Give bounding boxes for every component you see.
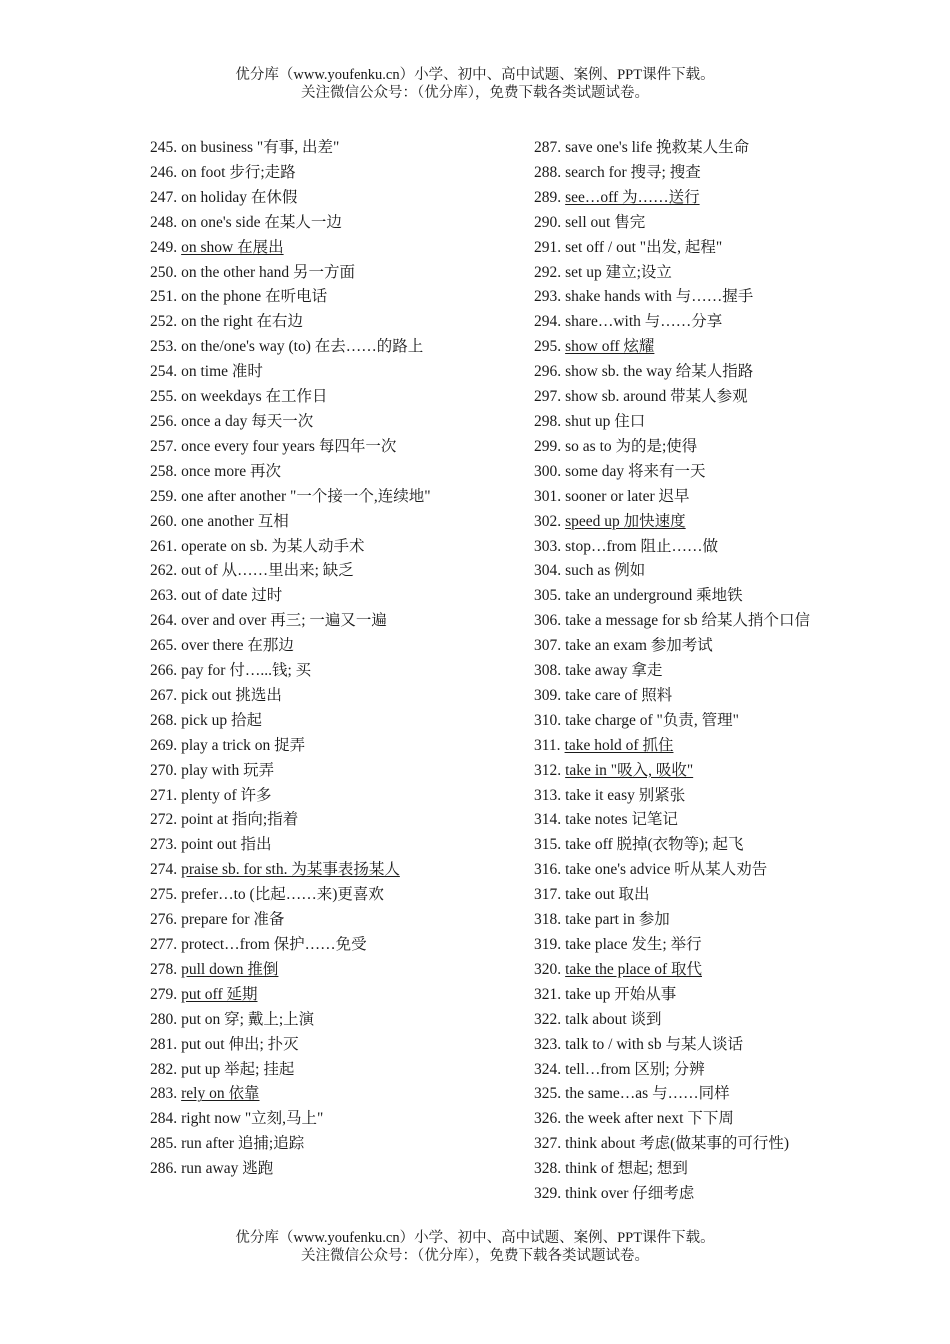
phrase-text: take place 发生; 举行 (565, 936, 702, 953)
phrase-number: 283. (150, 1085, 178, 1103)
phrase-text: shut up 住口 (565, 412, 646, 430)
phrase-number: 280. (150, 1010, 178, 1028)
phrase-number: 301. (534, 487, 562, 505)
phrase-number: 310. (534, 711, 562, 729)
phrase-number: 295. (534, 338, 562, 356)
phrase-text: put up 举起; 挂起 (181, 1060, 295, 1078)
phrase-text: put out 伸出; 扑灭 (181, 1035, 299, 1053)
phrase-number: 272. (150, 811, 178, 829)
phrase-number: 248. (150, 213, 178, 231)
phrase-item (150, 510, 455, 535)
phrase-number: 245. (150, 139, 178, 156)
phrase-number: 252. (150, 313, 178, 331)
phrase-text: on foot 步行;走路 (181, 163, 296, 181)
phrase-text: on the other hand 另一方面 (181, 263, 356, 281)
phrase-text: point at 指向;指着 (181, 811, 299, 829)
phrase-text: once a day 每天一次 (181, 412, 314, 430)
phrase-text: take a message for sb 给某人捎个口信 (565, 612, 811, 630)
phrase-item (150, 808, 455, 833)
phrase-item (534, 983, 844, 1008)
phrase-text: take off 脱掉(衣物等); 起飞 (565, 836, 744, 854)
phrase-text: sooner or later 迟早 (565, 487, 690, 505)
phrase-number: 269. (150, 736, 178, 754)
phrase-item (534, 1157, 844, 1182)
phrase-text: save one's life 挽救某人生命 (565, 139, 750, 156)
phrase-item (534, 360, 844, 385)
phrase-text: prepare for 准备 (181, 911, 285, 929)
header-line-2: 关注微信公众号：（优分库），免费下载各类试题试卷。 (301, 85, 649, 101)
phrase-item (534, 410, 844, 435)
phrase-text: speed up 加快速度 (565, 512, 686, 530)
phrase-text: over there 在那边 (181, 637, 294, 655)
phrase-number: 327. (534, 1135, 562, 1153)
phrase-text: so as to 为的是;使得 (565, 437, 698, 455)
phrase-number: 303. (534, 537, 562, 555)
header-line-1: 优分库（www.youfenku.cn）小学、初中、高中试题、案例、PPT课件下载。 (235, 67, 715, 83)
phrase-number: 250. (150, 263, 178, 281)
phrase-text: the week after next 下下周 (565, 1110, 734, 1128)
phrase-text: point out 指出 (181, 836, 272, 854)
phrase-number: 247. (150, 188, 178, 206)
phrase-number: 270. (150, 761, 178, 779)
phrase-item (150, 784, 455, 809)
phrase-text: on the right 在右边 (181, 313, 303, 331)
phrase-number: 261. (150, 537, 178, 555)
phrase-number: 262. (150, 562, 178, 580)
phrase-text: one after another "一个接一个,连续地" (181, 487, 431, 505)
phrase-text: on business "有事, 出差" (181, 139, 340, 156)
phrase-number: 304. (534, 562, 562, 580)
phrase-item (150, 385, 455, 410)
phrase-text: plenty of 许多 (181, 786, 272, 804)
phrase-number: 267. (150, 686, 178, 704)
phrase-item (534, 833, 844, 858)
phrase-text: rely on 依靠 (181, 1085, 260, 1103)
phrase-number: 328. (534, 1160, 562, 1178)
phrase-text: once every four years 每四年一次 (181, 437, 397, 455)
phrase-number: 251. (150, 288, 178, 306)
phrase-number: 266. (150, 662, 178, 680)
phrase-text: pull down 推倒 (181, 960, 279, 978)
phrase-text: sell out 售完 (565, 213, 646, 231)
phrase-number: 253. (150, 338, 178, 356)
phrase-text: show sb. the way 给某人指路 (565, 363, 754, 381)
phrase-number: 305. (534, 587, 562, 605)
phrase-item (534, 186, 844, 211)
page-header (0, 66, 950, 102)
phrase-text: right now "立刻,马上" (181, 1110, 324, 1128)
phrase-item (150, 211, 455, 236)
phrase-text: on time 准时 (181, 363, 263, 381)
phrase-text: take the place of 取代 (565, 960, 702, 978)
phrase-item (150, 236, 455, 261)
phrase-number: 294. (534, 313, 562, 331)
phrase-text: once more 再次 (181, 462, 281, 480)
phrase-text: show off 炫耀 (565, 338, 655, 356)
phrase-text: talk to / with sb 与某人谈话 (565, 1035, 743, 1053)
phrase-text: put off 延期 (181, 985, 258, 1003)
phrase-number: 323. (534, 1035, 562, 1053)
phrase-number: 285. (150, 1135, 178, 1153)
phrase-item (150, 460, 455, 485)
phrase-number: 308. (534, 662, 562, 680)
phrase-item (534, 759, 844, 784)
phrase-text: set off / out "出发, 起程" (565, 238, 723, 256)
phrase-item (534, 883, 844, 908)
phrase-number: 255. (150, 388, 178, 406)
phrase-item (534, 161, 844, 186)
phrase-item (534, 136, 844, 161)
phrase-number: 279. (150, 985, 178, 1003)
phrase-item (150, 435, 455, 460)
phrase-text: think about 考虑(做某事的可行性) (565, 1135, 789, 1153)
phrase-text: set up 建立;设立 (565, 263, 672, 281)
phrase-text: take away 拿走 (565, 662, 663, 680)
phrase-item (150, 958, 455, 983)
phrase-number: 315. (534, 836, 562, 854)
phrase-number: 288. (534, 163, 562, 181)
phrase-item (150, 1157, 455, 1182)
phrase-number: 293. (534, 288, 562, 306)
phrase-item (150, 285, 455, 310)
phrase-number: 306. (534, 612, 562, 630)
phrase-text: play a trick on 捉弄 (181, 736, 306, 754)
page-footer (0, 1229, 950, 1265)
phrase-number: 256. (150, 412, 178, 430)
phrase-text: pick out 挑选出 (181, 686, 282, 704)
phrase-number: 275. (150, 886, 178, 904)
phrase-item (150, 1082, 455, 1107)
phrase-text: on holiday 在休假 (181, 188, 298, 206)
phrase-number: 318. (534, 911, 562, 929)
phrase-number: 321. (534, 985, 562, 1003)
phrase-item (150, 883, 455, 908)
phrase-number: 271. (150, 786, 178, 804)
phrase-item (534, 1132, 844, 1157)
phrase-item (534, 310, 844, 335)
phrase-item (534, 285, 844, 310)
phrase-number: 292. (534, 263, 562, 281)
phrase-number: 299. (534, 437, 562, 455)
phrase-number: 289. (534, 188, 562, 206)
phrase-text: put on 穿; 戴上;上演 (181, 1010, 315, 1028)
phrase-item (150, 933, 455, 958)
phrase-item (534, 1107, 844, 1132)
phrase-text: pay for 付…...钱; 买 (181, 662, 312, 680)
phrase-number: 264. (150, 612, 178, 630)
phrase-number: 302. (534, 512, 562, 530)
phrase-number: 309. (534, 686, 562, 704)
phrase-item (534, 908, 844, 933)
phrase-number: 325. (534, 1085, 562, 1103)
phrase-text: share…with 与……分享 (565, 313, 723, 331)
phrase-item (150, 310, 455, 335)
phrase-item (534, 335, 844, 360)
phrase-text: think over 仔细考虑 (565, 1185, 695, 1203)
phrase-item (534, 659, 844, 684)
phrase-item (150, 659, 455, 684)
phrase-number: 246. (150, 163, 178, 181)
phrase-item (534, 1082, 844, 1107)
phrase-number: 291. (534, 238, 562, 256)
phrase-text: protect…from 保护……免受 (181, 936, 367, 953)
phrase-item (150, 858, 455, 883)
phrase-text: operate on sb. 为某人动手术 (181, 537, 365, 555)
phrase-item (534, 858, 844, 883)
phrase-number: 297. (534, 388, 562, 406)
phrase-item (534, 1033, 844, 1058)
phrase-number: 329. (534, 1185, 562, 1203)
phrase-item (150, 684, 455, 709)
phrase-text: take one's advice 听从某人劝告 (565, 861, 768, 879)
phrase-item (534, 460, 844, 485)
phrase-text: take notes 记笔记 (565, 811, 678, 829)
phrase-item (150, 485, 455, 510)
phrase-text: take it easy 别紧张 (565, 786, 686, 804)
phrase-text: some day 将来有一天 (565, 462, 706, 480)
phrase-number: 298. (534, 412, 562, 430)
phrase-number: 281. (150, 1035, 178, 1053)
phrase-item (150, 634, 455, 659)
phrase-item (150, 734, 455, 759)
phrase-item (150, 908, 455, 933)
phrase-item (534, 609, 844, 634)
phrase-item (534, 734, 844, 759)
phrase-number: 319. (534, 936, 562, 953)
phrase-text: on weekdays 在工作日 (181, 388, 328, 406)
phrase-item (150, 535, 455, 560)
phrase-text: take care of 照料 (565, 686, 673, 704)
phrase-item (150, 1033, 455, 1058)
phrase-number: 282. (150, 1060, 178, 1078)
phrase-item (150, 335, 455, 360)
phrase-text: on one's side 在某人一边 (181, 213, 342, 231)
phrase-item (150, 136, 455, 161)
phrase-item (534, 684, 844, 709)
phrase-number: 257. (150, 437, 178, 455)
phrase-text: pick up 拾起 (181, 711, 263, 729)
footer-line-1: 优分库（www.youfenku.cn）小学、初中、高中试题、案例、PPT课件下载。 (235, 1230, 715, 1246)
phrase-item (534, 385, 844, 410)
phrase-text: take part in 参加 (565, 911, 670, 929)
phrase-item (534, 261, 844, 286)
phrase-text: take out 取出 (565, 886, 650, 904)
phrase-item (150, 1058, 455, 1083)
phrase-number: 273. (150, 836, 178, 854)
phrase-number: 287. (534, 139, 562, 156)
phrase-item (150, 1008, 455, 1033)
phrase-number: 313. (534, 786, 562, 804)
phrase-text: on the/one's way (to) 在去……的路上 (181, 338, 424, 356)
phrase-number: 324. (534, 1060, 562, 1078)
phrase-text: see…off 为……送行 (565, 188, 700, 206)
phrase-number: 317. (534, 886, 562, 904)
phrase-text: show sb. around 带某人参观 (565, 388, 748, 406)
phrase-text: out of date 过时 (181, 587, 283, 605)
phrase-item (534, 784, 844, 809)
phrase-text: over and over 再三; 一遍又一遍 (181, 612, 387, 630)
phrase-text: talk about 谈到 (565, 1010, 662, 1028)
phrase-text: prefer…to (比起……来)更喜欢 (181, 886, 384, 904)
phrase-item (534, 1058, 844, 1083)
phrase-text: play with 玩弄 (181, 761, 275, 779)
phrase-text: tell…from 区别; 分辨 (565, 1060, 705, 1078)
phrase-number: 311. (534, 736, 561, 754)
phrase-number: 258. (150, 462, 178, 480)
phrase-item (534, 933, 844, 958)
phrase-number: 249. (150, 238, 178, 256)
phrase-item (150, 559, 455, 584)
phrase-item (534, 236, 844, 261)
phrase-text: stop…from 阻止……做 (565, 537, 718, 555)
phrase-item (150, 186, 455, 211)
phrase-item (150, 609, 455, 634)
phrase-text: take in "吸入, 吸收" (565, 761, 694, 779)
phrase-number: 300. (534, 462, 562, 480)
phrase-text: on show 在展出 (181, 238, 284, 256)
phrase-number: 277. (150, 936, 178, 953)
phrase-number: 322. (534, 1010, 562, 1028)
phrase-item (150, 1132, 455, 1157)
phrase-number: 307. (534, 637, 562, 655)
phrase-item (534, 435, 844, 460)
phrase-text: praise sb. for sth. 为某事表扬某人 (181, 861, 400, 879)
phrase-text: on the phone 在听电话 (181, 288, 328, 306)
phrase-number: 268. (150, 711, 178, 729)
phrase-text: out of 从……里出来; 缺乏 (181, 562, 354, 580)
phrase-number: 320. (534, 960, 562, 978)
phrase-item (150, 709, 455, 734)
phrase-number: 316. (534, 861, 562, 879)
phrase-item (150, 1107, 455, 1132)
phrase-item (534, 808, 844, 833)
phrase-item (150, 161, 455, 186)
phrase-number: 276. (150, 911, 178, 929)
phrase-item (534, 709, 844, 734)
phrase-number: 259. (150, 487, 178, 505)
phrase-text: shake hands with 与……握手 (565, 288, 754, 306)
phrase-text: take an exam 参加考试 (565, 637, 713, 655)
phrase-text: take charge of "负责, 管理" (565, 711, 739, 729)
phrase-number: 290. (534, 213, 562, 231)
phrase-text: think of 想起; 想到 (565, 1160, 688, 1178)
phrase-item (534, 535, 844, 560)
phrase-number: 254. (150, 363, 178, 381)
phrase-item (534, 211, 844, 236)
phrase-item (534, 958, 844, 983)
phrase-text: such as 例如 (565, 562, 646, 580)
phrase-number: 296. (534, 363, 562, 381)
phrase-list-left (150, 136, 455, 1182)
phrase-item (534, 1008, 844, 1033)
phrase-number: 265. (150, 637, 178, 655)
phrase-item (534, 584, 844, 609)
phrase-number: 326. (534, 1110, 562, 1128)
phrase-text: one another 互相 (181, 512, 289, 530)
phrase-item (534, 559, 844, 584)
phrase-number: 260. (150, 512, 178, 530)
phrase-number: 286. (150, 1160, 178, 1178)
phrase-item (534, 510, 844, 535)
phrase-item (150, 833, 455, 858)
phrase-number: 314. (534, 811, 562, 829)
phrase-number: 263. (150, 587, 178, 605)
phrase-item (150, 261, 455, 286)
phrase-text: take up 开始从事 (565, 985, 677, 1003)
phrase-text: run away 逃跑 (181, 1160, 274, 1178)
footer-line-2: 关注微信公众号：（优分库），免费下载各类试题试卷。 (301, 1248, 649, 1264)
phrase-list-right (534, 136, 844, 1207)
phrase-item (534, 485, 844, 510)
phrase-number: 312. (534, 761, 562, 779)
phrase-text: take hold of 抓住 (564, 736, 674, 754)
phrase-item (150, 584, 455, 609)
phrase-item (150, 360, 455, 385)
phrase-item (534, 1182, 844, 1207)
phrase-number: 278. (150, 960, 178, 978)
phrase-item (150, 410, 455, 435)
phrase-text: the same…as 与……同样 (565, 1085, 730, 1103)
phrase-text: take an underground 乘地铁 (565, 587, 743, 605)
phrase-item (534, 634, 844, 659)
phrase-text: run after 追捕;追踪 (181, 1135, 305, 1153)
phrase-number: 284. (150, 1110, 178, 1128)
phrase-item (150, 983, 455, 1008)
phrase-number: 274. (150, 861, 178, 879)
phrase-item (150, 759, 455, 784)
phrase-text: search for 搜寻; 搜查 (565, 163, 701, 181)
